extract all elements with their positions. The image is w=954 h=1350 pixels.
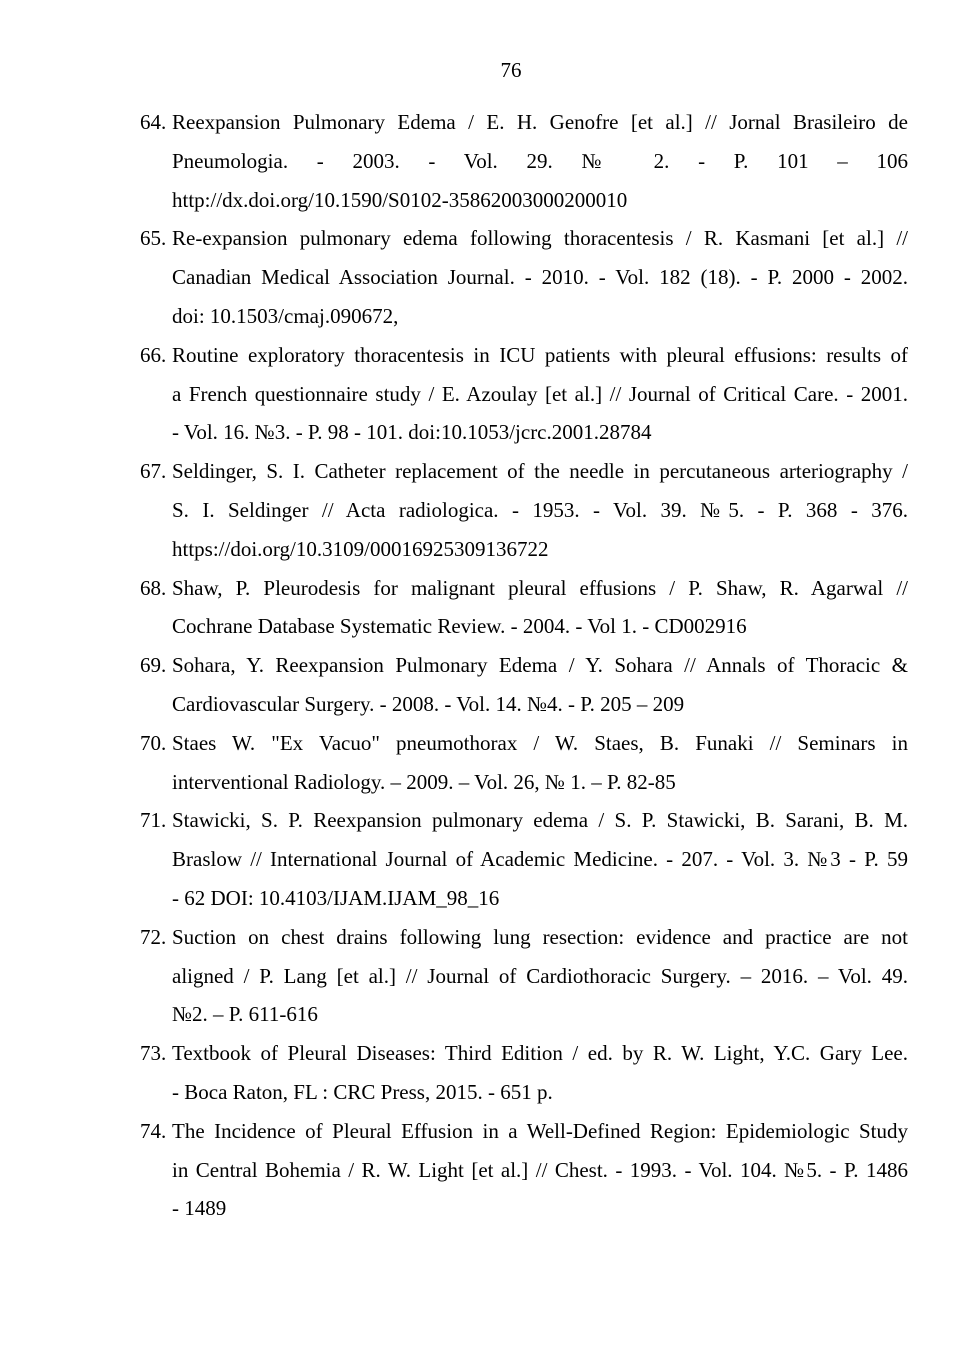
reference-number: 71.: [140, 808, 167, 833]
reference-text: [172, 452, 908, 568]
reference-list: [140, 103, 908, 1228]
reference-line: Cochrane Database Systematic Review. - 2004. - Vol 1. - CD002916: [172, 614, 747, 639]
reference-line: a French questionnaire study / E. Azoulay [et al.] // Journal of Critical Care. - 2001.: [172, 381, 908, 406]
reference-line: Suction on chest drains following lung resection: evidence and practice are not: [172, 924, 908, 949]
reference-item: [140, 801, 908, 917]
reference-number: 64.: [140, 110, 167, 134]
reference-line: The Incidence of Pleural Effusion in a Well-Defined Region: Epidemiologic Study: [172, 1118, 908, 1143]
page-number: 76: [500, 58, 522, 82]
reference-line: Canadian Medical Association Journal. - 2010. - Vol. 182 (18). - P. 2000 - 2002.: [172, 265, 908, 290]
reference-text: [172, 1034, 908, 1112]
reference-number: 74.: [140, 1118, 167, 1143]
reference-line: Routine exploratory thoracentesis in ICU patients with pleural effusions: results of: [172, 342, 908, 367]
reference-number: 67.: [140, 459, 167, 484]
reference-line: Seldinger, S. I. Catheter replacement of the needle in percutaneous arteriography /: [172, 459, 908, 484]
reference-text: [172, 336, 908, 452]
reference-line: - 1489: [172, 1196, 227, 1221]
reference-item: [140, 452, 908, 568]
reference-line: doi: 10.1503/cmaj.090672,: [172, 303, 399, 328]
reference-line: Pneumologia. - 2003. - Vol. 29. № 2. - P. 101 – 106: [172, 148, 908, 173]
reference-item: [140, 1034, 908, 1112]
reference-item: [140, 1112, 908, 1228]
reference-text: [172, 724, 908, 802]
reference-line: - Vol. 16. №3. - P. 98 - 101. doi:10.1053/jcrc.2001.28784: [172, 420, 652, 445]
reference-number: 65.: [140, 226, 167, 251]
reference-text: [172, 801, 908, 917]
reference-text: [172, 103, 908, 219]
reference-line: https://doi.org/10.3109/00016925309136722: [172, 536, 549, 561]
reference-line: №2. – P. 611-616: [172, 1002, 318, 1027]
reference-text: [172, 1112, 908, 1228]
reference-text: [172, 646, 908, 724]
reference-item: [140, 918, 908, 1034]
reference-line: - Boca Raton, FL : CRC Press, 2015. - 651 p.: [172, 1079, 553, 1104]
reference-number: 68.: [140, 575, 167, 600]
reference-item: [140, 724, 908, 802]
reference-text: [172, 918, 908, 1034]
reference-line: aligned / P. Lang [et al.] // Journal of Cardiothoracic Surgery. – 2016. – Vol. 49.: [172, 963, 908, 988]
reference-number: 72.: [140, 924, 167, 949]
reference-line: Reexpansion Pulmonary Edema / E. H. Genofre [et al.] // Jornal Brasileiro de: [172, 110, 908, 134]
reference-item: [140, 336, 908, 452]
reference-line: Textbook of Pleural Diseases: Third Edition / ed. by R. W. Light, Y.C. Gary Lee.: [172, 1041, 908, 1066]
reference-line: Stawicki, S. P. Reexpansion pulmonary edema / S. P. Stawicki, B. Sarani, B. M.: [172, 808, 908, 833]
reference-item: [140, 103, 908, 219]
reference-text: [172, 569, 908, 647]
reference-line: Sohara, Y. Reexpansion Pulmonary Edema / Y. Sohara // Annals of Thoracic &: [172, 653, 908, 678]
reference-line: Re-expansion pulmonary edema following thoracentesis / R. Kasmani [et al.] //: [172, 226, 908, 251]
reference-line: Braslow // International Journal of Academic Medicine. - 207. - Vol. 3. №3 - P. 59: [172, 847, 908, 872]
reference-line: - 62 DOI: 10.4103/IJAM.IJAM_98_16: [172, 885, 500, 910]
reference-line: S. I. Seldinger // Acta radiologica. - 1953. - Vol. 39. №5. - P. 368 - 376.: [172, 497, 908, 522]
reference-number: 66.: [140, 342, 167, 367]
reference-line: http://dx.doi.org/10.1590/S0102-35862003000200010: [172, 187, 628, 212]
reference-line: in Central Bohemia / R. W. Light [et al.] // Chest. - 1993. - Vol. 104. №5. - P. 1486: [172, 1157, 908, 1182]
reference-line: interventional Radiology. – 2009. – Vol. 26, № 1. – P. 82-85: [172, 769, 676, 794]
reference-number: 70.: [140, 730, 167, 755]
reference-number: 73.: [140, 1041, 167, 1066]
reference-line: Staes W. "Ex Vacuo" pneumothorax / W. Staes, B. Funaki // Seminars in: [172, 730, 908, 755]
reference-number: 69.: [140, 653, 167, 678]
reference-item: [140, 569, 908, 647]
reference-line: Cardiovascular Surgery. - 2008. - Vol. 14. №4. - P. 205 – 209: [172, 691, 685, 716]
reference-item: [140, 646, 908, 724]
reference-line: Shaw, P. Pleurodesis for malignant pleural effusions / P. Shaw, R. Agarwal //: [172, 575, 908, 600]
reference-item: [140, 219, 908, 335]
reference-text: [172, 219, 908, 335]
